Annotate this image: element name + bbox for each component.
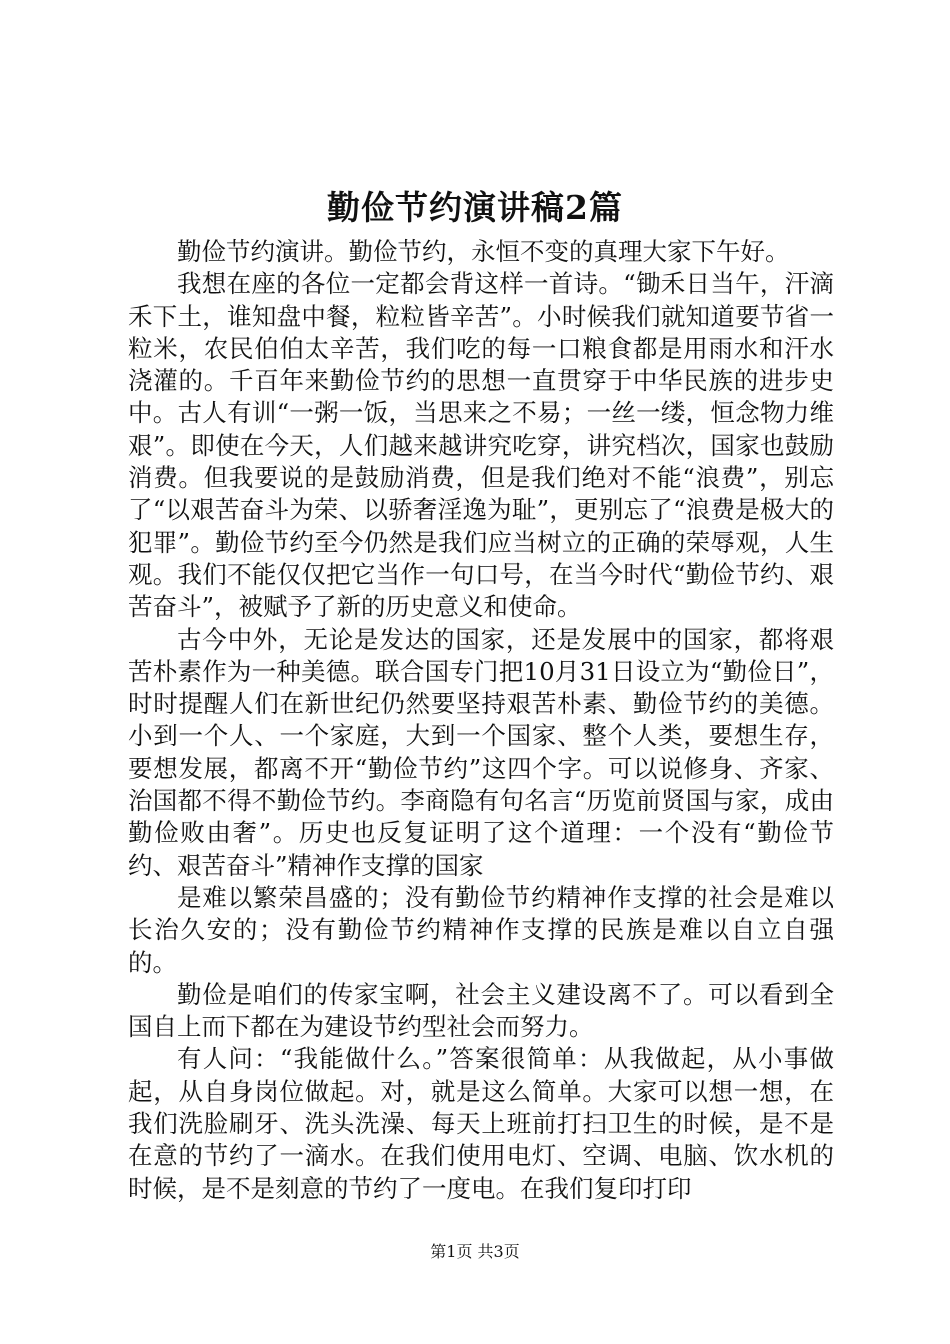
paragraph: 勤俭节约演讲。勤俭节约，永恒不变的真理大家下午好。 (177, 237, 790, 266)
document-title: 勤俭节约演讲稿2篇 (327, 188, 623, 227)
paragraph: 古今中外，无论是发达的国家，还是发展中的国家，都将艰苦朴素作为一种美德。联合国专门把10月31日设立为“勤俭日”，时时提醒人们在新世纪仍然要坚持艰苦朴素、勤俭节约的美德。小到一个人、一个家庭，大到一个国家、整个人类，要想生存，要想发展，都离不开“勤俭节约”这四个字。可以说修身、齐家、治国都不得不勤俭节约。李商隐有句名言“历览前贤国与家，成由勤俭败由奢”。历史也反复证明了这个道理：一个没有“勤俭节约、艰苦奋斗”精神作支撑的国家 (128, 624, 834, 880)
paragraph: 勤俭是咱们的传家宝啊，社会主义建设离不了。可以看到全国自上而下都在为建设节约型社会而努力。 (128, 979, 834, 1042)
document-body (128, 236, 834, 1205)
paragraph: 我想在座的各位一定都会背这样一首诗。“锄禾日当午，汗滴禾下土，谁知盘中餐，粒粒皆辛苦”。小时候我们就知道要节省一粒米，农民伯伯太辛苦，我们吃的每一口粮食都是用雨水和汗水浇灌的。千百年来勤俭节约的思想一直贯穿于中华民族的进步史中。古人有训“一粥一饭，当思来之不易；一丝一缕，恒念物力维艰”。即使在今天，人们越来越讲究吃穿，讲究档次，国家也鼓励消费。但我要说的是鼓励消费，但是我们绝对不能“浪费”，别忘了“以艰苦奋斗为荣、以骄奢淫逸为耻”，更别忘了“浪费是极大的犯罪”。勤俭节约至今仍然是我们应当树立的正确的荣辱观，人生观。我们不能仅仅把它当作一句口号，在当今时代“勤俭节约、艰苦奋斗”，被赋予了新的历史意义和使命。 (128, 269, 834, 622)
paragraph: 是难以繁荣昌盛的；没有勤俭节约精神作支撑的社会是难以长治久安的；没有勤俭节约精神作支撑的民族是难以自立自强的。 (128, 882, 834, 977)
paragraph: 有人问：“我能做什么。”答案很简单：从我做起，从小事做起，从自身岗位做起。对，就是这么简单。大家可以想一想，在我们洗脸刷牙、洗头洗澡、每天上班前打扫卫生的时候，是不是在意的节约了一滴水。在我们使用电灯、空调、电脑、饮水机的时候，是不是刻意的节约了一度电。在我们复印打印 (128, 1044, 834, 1203)
page-footer: 第1页 共3页 (430, 1242, 520, 1261)
